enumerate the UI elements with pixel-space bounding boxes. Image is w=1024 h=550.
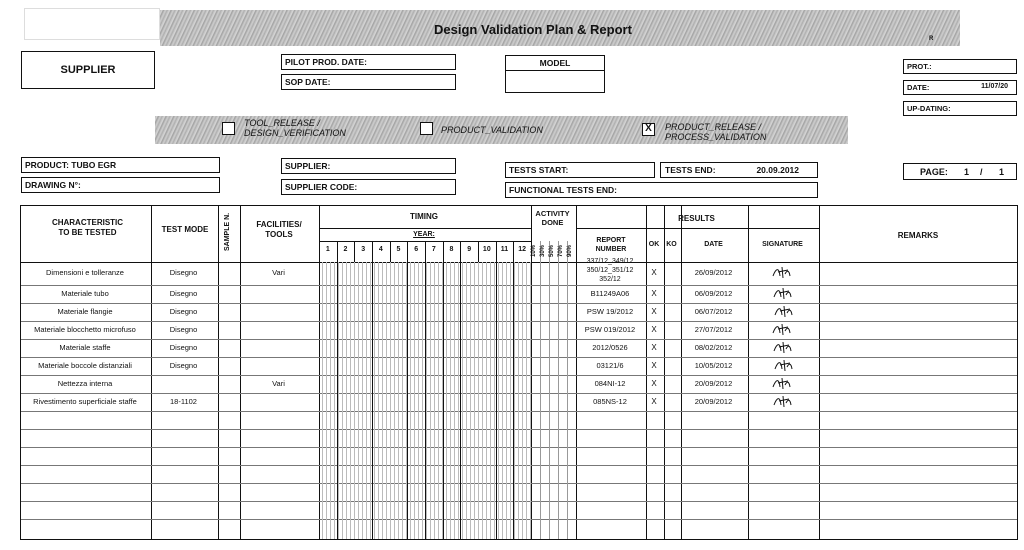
row-test-mode: Disegno xyxy=(169,307,198,316)
month-label: 8 xyxy=(449,246,454,253)
month-label: 3 xyxy=(361,246,366,253)
row-report-number: 085NS-12 xyxy=(593,397,627,406)
row-ok: X xyxy=(651,325,657,334)
signature-mark xyxy=(771,339,795,355)
functional-tests-end-field[interactable] xyxy=(505,182,818,198)
row-report-number: 084NI-12 xyxy=(594,379,626,388)
signature-mark xyxy=(772,303,796,319)
row-test-mode: Disegno xyxy=(169,289,198,298)
phase-checkbox-product-validation[interactable] xyxy=(420,122,433,135)
header-ko: KO xyxy=(666,241,677,248)
row-facilities: Vari xyxy=(272,268,285,277)
signature-mark xyxy=(770,321,794,337)
row-test-mode: Disegno xyxy=(169,325,198,334)
row-date: 27/07/2012 xyxy=(694,325,733,334)
page-label: PAGE: xyxy=(920,167,948,177)
signature-mark xyxy=(772,357,796,373)
phase-label-tool-release-l1: TOOL_RELEASE / xyxy=(244,118,320,128)
signature-mark xyxy=(770,264,794,280)
header-report-l2: NUMBER xyxy=(595,246,627,253)
supplier-heading: SUPPLIER xyxy=(21,51,155,89)
header-activity-done xyxy=(530,209,575,227)
row-characteristic: Nettezza interna xyxy=(57,379,113,388)
row-report-number: 03121/6 xyxy=(596,361,624,370)
prot-label: PROT.: xyxy=(907,62,932,71)
row-ok: X xyxy=(651,361,657,370)
activity-pct-label: 70% xyxy=(558,244,564,257)
row-ok: X xyxy=(651,343,657,352)
month-label: 6 xyxy=(414,246,419,253)
row-test-mode: Disegno xyxy=(169,361,198,370)
product-field[interactable] xyxy=(21,157,220,173)
page-total: 1 xyxy=(999,167,1005,177)
updating-field[interactable] xyxy=(903,101,1017,116)
header-activity-l2: DONE xyxy=(541,218,564,227)
row-characteristic: Dimensioni e tolleranze xyxy=(46,268,124,277)
model-label: MODEL xyxy=(539,58,571,68)
phase-label-product-release xyxy=(665,122,766,142)
tests-end-label: TESTS END: xyxy=(665,165,716,175)
month-label: 1 xyxy=(325,246,330,253)
header-remarks: REMARKS xyxy=(897,231,939,240)
header-characteristic-l2: TO BE TESTED xyxy=(58,228,117,237)
product-label: PRODUCT: TUBO EGR xyxy=(25,160,117,170)
phase-label-product-validation: PRODUCT_VALIDATION xyxy=(441,125,543,135)
tests-start-field[interactable] xyxy=(505,162,655,178)
corner-mark: R xyxy=(929,36,934,42)
activity-pct-label: 50% xyxy=(549,244,555,257)
updating-label: UP-DATING: xyxy=(907,104,951,113)
date-field[interactable] xyxy=(903,80,1017,95)
row-report-number-l3: 352/12 xyxy=(599,276,621,283)
supplier-code-field[interactable] xyxy=(281,179,456,195)
row-test-mode: Disegno xyxy=(169,343,198,352)
month-label: 4 xyxy=(378,246,383,253)
row-ok: X xyxy=(651,289,657,298)
row-characteristic: Materiale tubo xyxy=(61,289,109,298)
header-characteristic xyxy=(30,218,145,238)
phase-checkbox-tool-release[interactable] xyxy=(222,122,235,135)
row-date: 06/07/2012 xyxy=(694,307,733,316)
supplier-field-label: SUPPLIER: xyxy=(285,161,331,171)
row-date: 20/09/2012 xyxy=(694,379,733,388)
signature-mark xyxy=(771,393,795,409)
tests-end-value: 20.09.2012 xyxy=(756,165,799,175)
prot-field[interactable] xyxy=(903,59,1017,74)
row-report-number-l2: 350/12_351/12 xyxy=(586,267,634,274)
month-label: 2 xyxy=(343,246,348,253)
header-facilities xyxy=(240,220,318,240)
date-value: 11/07/20 xyxy=(981,83,1008,90)
supplier-field[interactable] xyxy=(281,158,456,174)
month-label: 9 xyxy=(467,246,472,253)
row-date: 20/09/2012 xyxy=(694,397,733,406)
phase-label-product-release-l1: PRODUCT_RELEASE / xyxy=(665,122,762,132)
header-report-number xyxy=(577,236,645,254)
header-characteristic-l1: CHARACTERISTIC xyxy=(51,218,124,227)
page-field xyxy=(903,163,1017,180)
month-label: 10 xyxy=(482,246,491,253)
header-facilities-l2: TOOLS xyxy=(265,230,293,239)
row-date: 10/05/2012 xyxy=(694,361,733,370)
header-left-blank xyxy=(24,8,160,40)
phase-checkbox-product-release[interactable]: X xyxy=(642,123,655,136)
month-label: 11 xyxy=(500,246,509,253)
pilot-prod-date-field[interactable] xyxy=(281,54,456,70)
header-facilities-l1: FACILITIES/ xyxy=(256,220,302,229)
model-field[interactable] xyxy=(505,55,605,93)
row-characteristic: Materiale staffe xyxy=(59,343,111,352)
phase-label-product-release-l2: PROCESS_VALIDATION xyxy=(665,132,767,142)
signature-mark xyxy=(770,375,794,391)
header-timing: TIMING xyxy=(410,212,438,221)
row-facilities: Vari xyxy=(272,379,285,388)
sop-date-label: SOP DATE: xyxy=(285,77,331,87)
row-report-number: B11249A06 xyxy=(590,289,630,298)
row-report-number-l1: 337/12_349/12 xyxy=(586,258,634,265)
row-date: 06/09/2012 xyxy=(694,289,733,298)
date-label: DATE: xyxy=(907,83,930,92)
row-date: 08/02/2012 xyxy=(694,343,733,352)
phase-label-tool-release xyxy=(244,118,346,138)
page-separator: / xyxy=(980,167,983,177)
row-test-mode: 18-1102 xyxy=(170,397,197,406)
activity-pct-label: 90% xyxy=(567,244,573,257)
tests-end-field[interactable] xyxy=(660,162,818,178)
drawing-label: DRAWING N°: xyxy=(25,180,81,190)
page-title: Design Validation Plan & Report xyxy=(434,22,632,37)
phase-label-tool-release-l2: DESIGN_VERIFICATION xyxy=(244,128,346,138)
row-date: 26/09/2012 xyxy=(694,268,733,277)
row-ok: X xyxy=(651,307,657,316)
row-characteristic: Rivestimento superficiale staffe xyxy=(33,397,137,406)
row-report-number: PSW 019/2012 xyxy=(584,325,636,334)
page-current: 1 xyxy=(964,167,970,177)
row-report-number: 2012/0526 xyxy=(592,343,628,352)
row-ok: X xyxy=(651,268,657,277)
header-signature: SIGNATURE xyxy=(762,241,803,248)
functional-tests-end-label: FUNCTIONAL TESTS END: xyxy=(509,185,617,195)
row-ok: X xyxy=(651,397,657,406)
activity-pct-label: 10% xyxy=(531,244,537,257)
header-test-mode: TEST MODE xyxy=(161,225,209,234)
header-sample-n: SAMPLE N. xyxy=(224,212,231,251)
header-results: RESULTS xyxy=(678,214,715,223)
row-ok: X xyxy=(651,379,657,388)
header-activity-l1: ACTIVITY xyxy=(535,209,570,218)
row-test-mode: Disegno xyxy=(169,268,198,277)
sop-date-field[interactable] xyxy=(281,74,456,90)
row-characteristic: Materiale boccole distanziali xyxy=(38,361,132,370)
header-report-l1: REPORT xyxy=(596,237,626,244)
signature-mark xyxy=(771,285,795,301)
row-characteristic: Materiale blocchetto microfuso xyxy=(34,325,136,334)
drawing-field[interactable] xyxy=(21,177,220,193)
month-label: 5 xyxy=(396,246,401,253)
header-date: DATE xyxy=(704,241,723,248)
header-year: YEAR: xyxy=(413,231,435,238)
month-label: 7 xyxy=(431,246,436,253)
supplier-code-label: SUPPLIER CODE: xyxy=(285,182,358,192)
row-report-number: PSW 19/2012 xyxy=(586,307,634,316)
pilot-prod-date-label: PILOT PROD. DATE: xyxy=(285,57,368,67)
tests-start-label: TESTS START: xyxy=(509,165,569,175)
month-label: 12 xyxy=(518,246,527,253)
header-ok: OK xyxy=(648,241,660,248)
validation-table xyxy=(20,205,1018,540)
activity-pct-label: 30% xyxy=(540,244,546,257)
row-characteristic: Materiale flangie xyxy=(57,307,113,316)
